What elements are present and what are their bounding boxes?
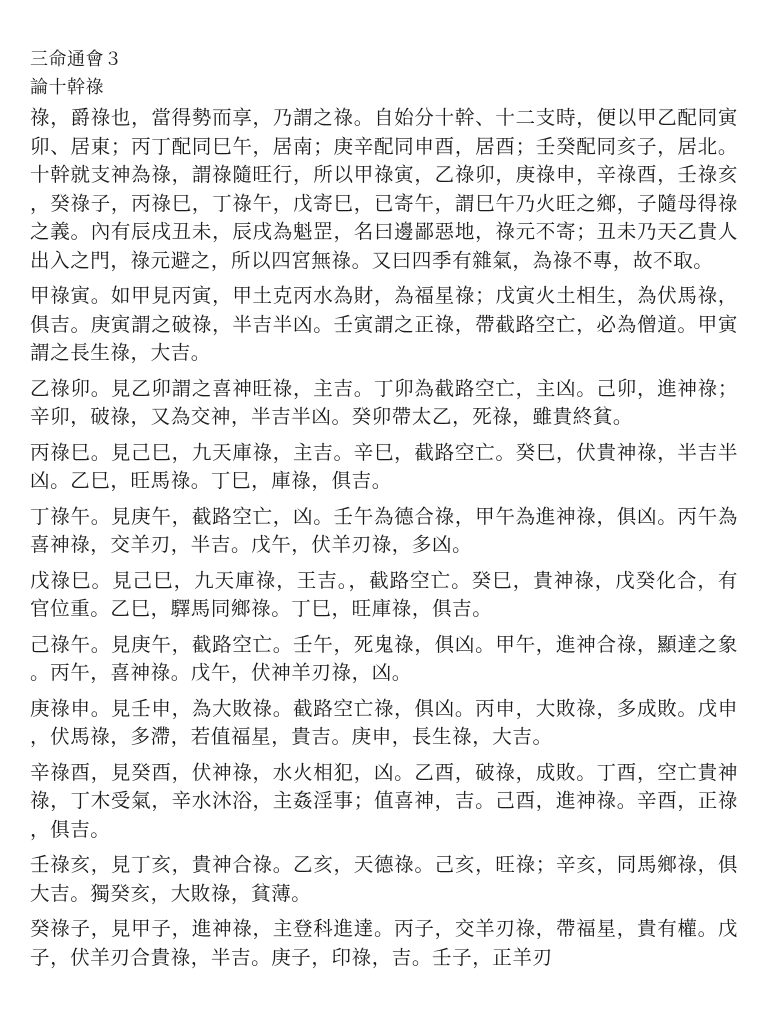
paragraph-ji: 己祿午。見庚午，截路空亡。壬午，死鬼祿，俱凶。甲午，進神合祿，顯達之象。丙午，喜神祿。戊午，伏神羊刃祿，凶。 [30, 632, 738, 684]
paragraph-geng: 庚祿申。見壬申，為大敗祿。截路空亡祿，俱凶。丙申，大敗祿，多成敗。戊申，伏馬祿，多滯，若值福星，貴吉。庚申，長生祿，大吉。 [30, 696, 738, 748]
paragraph-gui: 癸祿子，見甲子，進神祿，主登科進達。丙子，交羊刃祿，帶福星，貴有權。戊子，伏羊刃合貴祿，半吉。庚子，印祿，吉。壬子，正羊刃 [30, 917, 738, 969]
paragraph-ren: 壬祿亥，見丁亥，貴神合祿。乙亥，天德祿。己亥，旺祿；辛亥，同馬鄉祿，俱大吉。獨癸亥，大敗祿，貧薄。 [30, 853, 738, 905]
paragraph-wu: 戊祿巳。見己巳，九天庫祿，王吉。，截路空亡。癸巳，貴神祿，戊癸化合，有官位重。乙巳，驛馬同鄉祿。丁巳，旺庫祿，俱吉。 [30, 568, 738, 620]
paragraph-ding: 丁祿午。見庚午，截路空亡，凶。壬午為德合祿，甲午為進神祿，俱凶。丙午為喜神祿，交羊刃，半吉。戊午，伏羊刃祿，多凶。 [30, 504, 738, 556]
paragraph-intro: 祿，爵祿也，當得勢而享，乃謂之祿。自始分十幹、十二支時，便以甲乙配同寅卯、居東；丙丁配同巳午，居南；庚辛配同申酉，居酉；壬癸配同亥子，居北。十幹就支神為祿，謂祿隨旺行，所以甲祿寅，乙祿卯，庚祿申，辛祿酉，壬祿亥，癸祿子，丙祿巳，丁祿午，戊寄巳，已寄午，謂巳午乃火旺之鄉，子隨母得祿之義。內有辰戌丑未，辰戌為魁罡，名曰邊鄙惡地，祿元不寄；丑未乃天乙貴人出入之門，祿元避之，所以四宮無祿。又曰四季有雜氣，為祿不專，故不取。 [30, 106, 738, 272]
section-title: 論十幹祿 [30, 77, 104, 98]
paragraph-xin: 辛祿酉，見癸酉，伏神祿，水火相犯，凶。乙酉，破祿，成敗。丁酉，空亡貴神祿，丁木受氣，辛水沐浴，主姦淫事；值喜神，吉。己酉，進神祿。辛酉，正祿，俱吉。 [30, 760, 738, 841]
paragraph-jia: 甲祿寅。如甲見丙寅，甲土克丙水為財，為福星祿；戊寅火土相生，為伏馬祿，俱吉。庚寅謂之破祿，半吉半凶。壬寅謂之正祿，帶截路空亡，必為僧道。甲寅謂之長生祿，大吉。 [30, 284, 738, 364]
book-title: 三命通會３ [30, 49, 123, 70]
document-page [30, 46, 738, 979]
paragraph-yi: 乙祿卯。見乙卯謂之喜神旺祿，主吉。丁卯為截路空亡，主凶。己卯，進神祿；辛卯，破祿，又為交神，半吉半凶。癸卯帶太乙，死祿，雖貴終貧。 [30, 376, 738, 428]
paragraph-bing: 丙祿巳。見己巳，九天庫祿，主吉。辛巳，截路空亡。癸巳，伏貴神祿，半吉半凶。乙巳，旺馬祿。丁巳，庫祿，俱吉。 [30, 440, 738, 492]
